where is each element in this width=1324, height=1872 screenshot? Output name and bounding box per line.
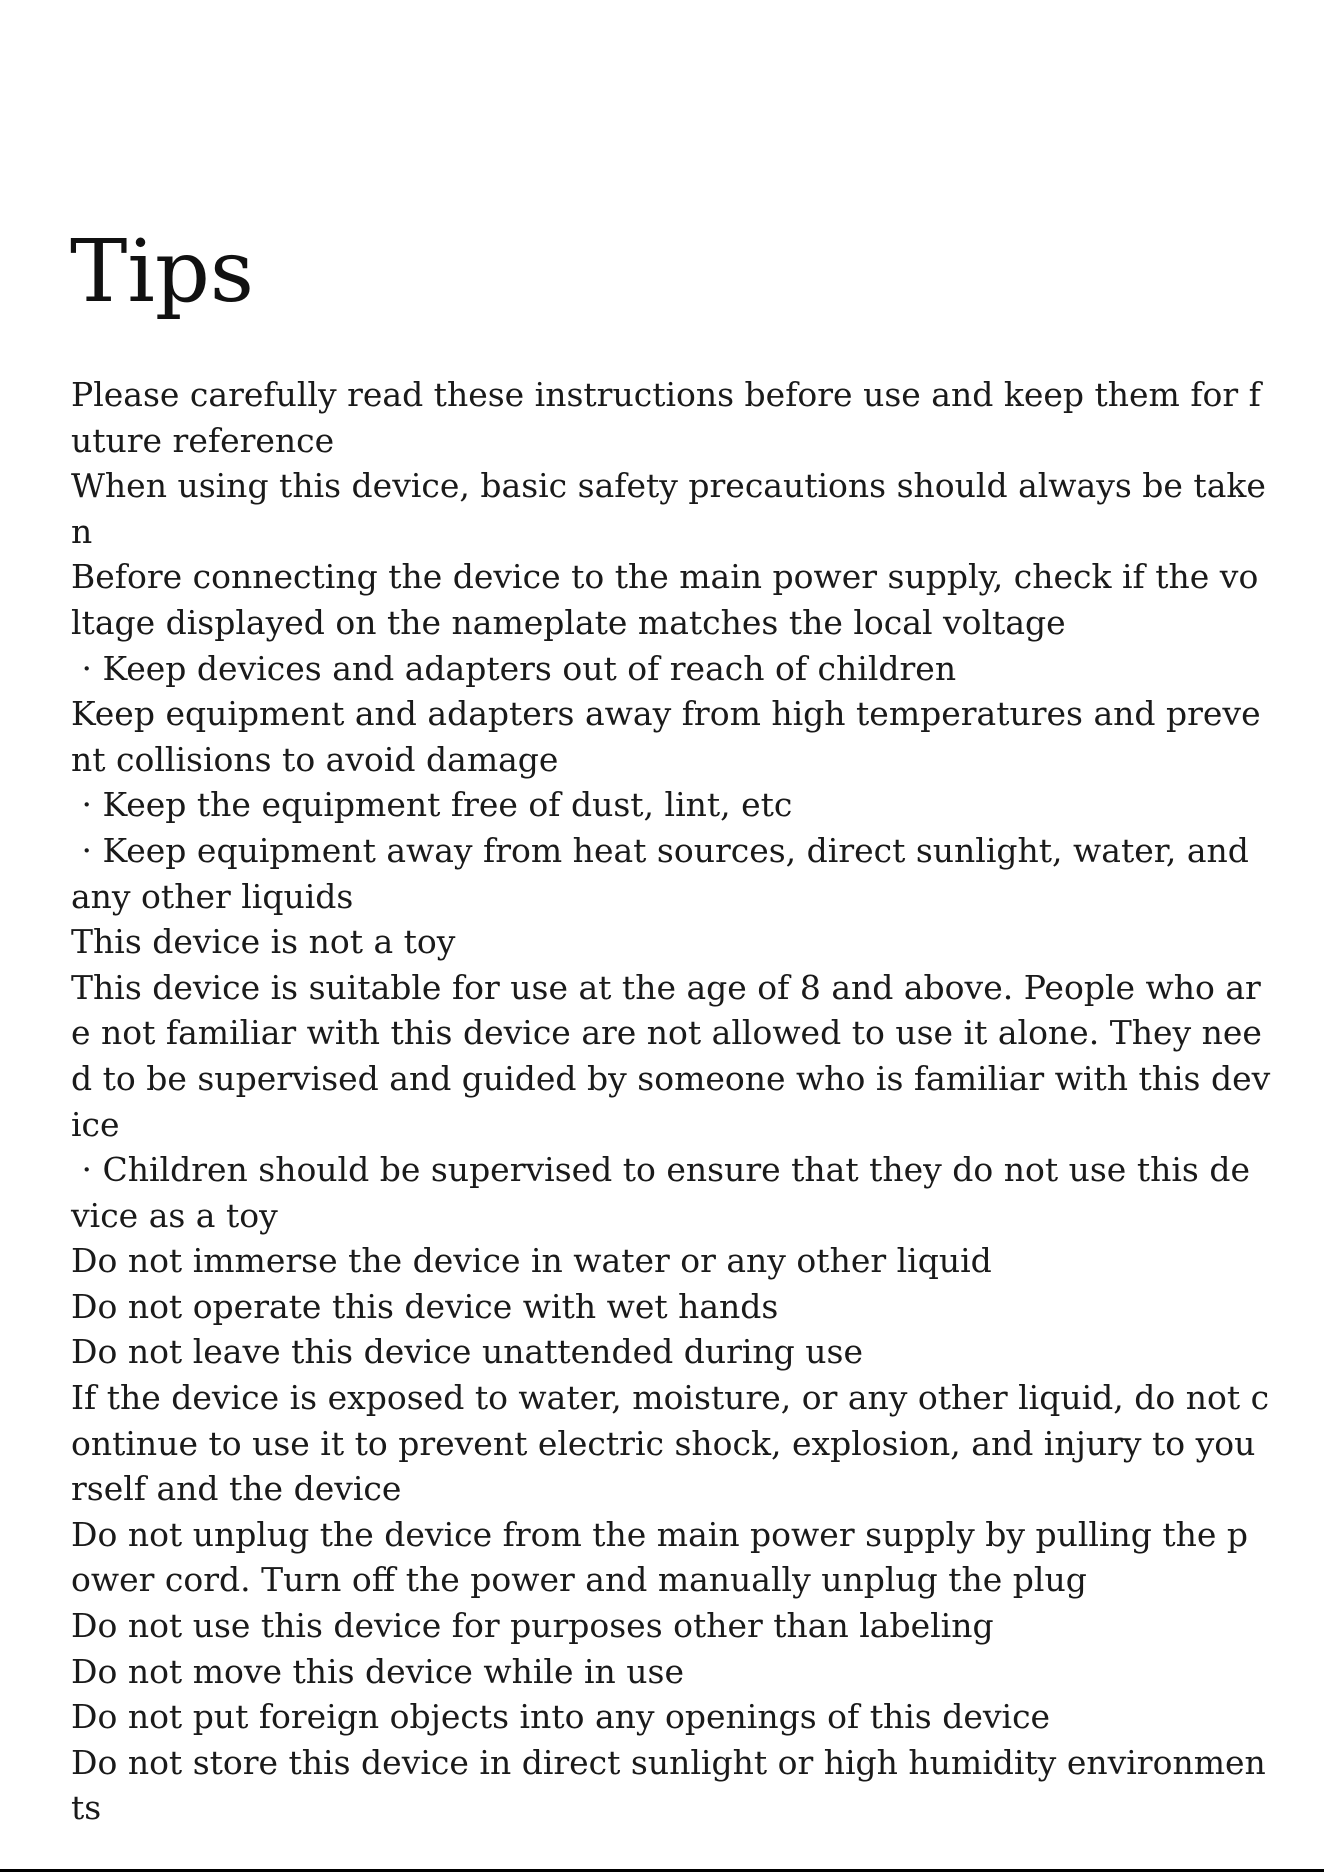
text-line: ower cord. Turn off the power and manually unplug the plug [71,1560,1087,1600]
text-line: e not familiar with this device are not allowed to use it alone. They nee [71,1013,1262,1053]
bullet-line: · Children should be supervised to ensure that they do not use this de [71,1150,1250,1190]
tips-text-block [71,372,1271,1831]
text-line: Do not operate this device with wet hands [71,1286,779,1326]
page-title: Tips [70,222,255,322]
text-line: Do not move this device while in use [71,1651,684,1691]
text-line: Please carefully read these instructions before use and keep them for f [71,375,1261,414]
text-line: Keep equipment and adapters away from high temperatures and preve [71,694,1261,734]
text-line: Do not put foreign objects into any openings of this device [71,1697,1051,1737]
text-line: ice [71,1104,120,1144]
text-line: When using this device, basic safety precautions should always be take [71,466,1266,506]
bullet-line: · Keep devices and adapters out of reach of children [71,648,957,688]
text-line: ontinue to use it to prevent electric shock, explosion, and injury to you [71,1423,1256,1463]
text-line: Do not unplug the device from the main power supply by pulling the p [71,1514,1249,1554]
text-line: This device is suitable for use at the age of 8 and above. People who ar [71,967,1261,1007]
text-line: nt collisions to avoid damage [71,739,559,779]
text-line: If the device is exposed to water, moisture, or any other liquid, do not c [71,1378,1270,1418]
text-line: Do not store this device in direct sunlight or high humidity environmen [71,1742,1266,1782]
bullet-line: · Keep equipment away from heat sources, direct sunlight, water, and [71,830,1249,870]
text-line: ltage displayed on the nameplate matches the local voltage [71,602,1066,642]
text-line: uture reference [71,420,335,460]
text-line: Do not use this device for purposes other than labeling [71,1606,994,1646]
text-line: d to be supervised and guided by someone who is familiar with this dev [71,1058,1271,1098]
text-line: rself and the device [71,1469,402,1509]
text-line: vice as a toy [71,1195,278,1235]
text-line: Before connecting the device to the main power supply, check if the vo [71,557,1259,597]
text-line: Do not leave this device unattended during use [71,1332,863,1372]
text-line: Do not immerse the device in water or any other liquid [71,1241,992,1281]
text-line: ts [71,1788,102,1828]
text-line: This device is not a toy [71,922,456,962]
text-line: n [71,511,93,551]
bullet-line: · Keep the equipment free of dust, lint, etc [71,785,793,825]
text-line: any other liquids [71,876,354,916]
